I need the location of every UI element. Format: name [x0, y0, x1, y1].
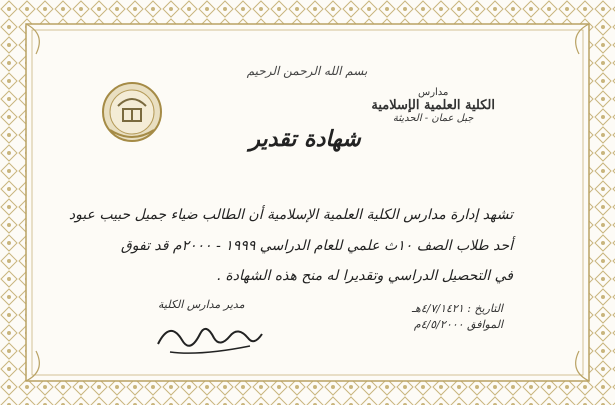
basmala-text: بسم الله الرحمن الرحيم	[246, 64, 368, 78]
date-gregorian: الموافق ٤/٥/٢٠٠٠م	[413, 318, 503, 331]
school-header	[371, 86, 495, 125]
school-emblem-icon	[100, 80, 164, 144]
body-line-3: في التحصيل الدراسي وتقديرا له منح هذه الشهادة .	[216, 268, 513, 284]
body-line-1: تشهد إدارة مدارس الكلية العلمية الإسلامية أن الطالب ضياء جميل حبيب عبود	[68, 207, 513, 223]
director-label: مدير مدارس الكلية	[158, 298, 245, 311]
body-line-2: أحد طلاب الصف ١٠ث علمي للعام الدراسي ١٩٩٩ - ٢٠٠٠م قد تفوق	[120, 238, 513, 254]
school-location: جبل عمان - الحديثة	[392, 113, 474, 124]
date-hijri: التاريخ : ٤/٧/١٤٢١هـ	[411, 302, 503, 315]
signature-icon	[150, 312, 270, 362]
school-name: الكلية العلمية الإسلامية	[371, 98, 495, 113]
school-line-1: مدارس	[417, 87, 449, 98]
certificate-title: شهادة تقدير	[249, 126, 361, 152]
